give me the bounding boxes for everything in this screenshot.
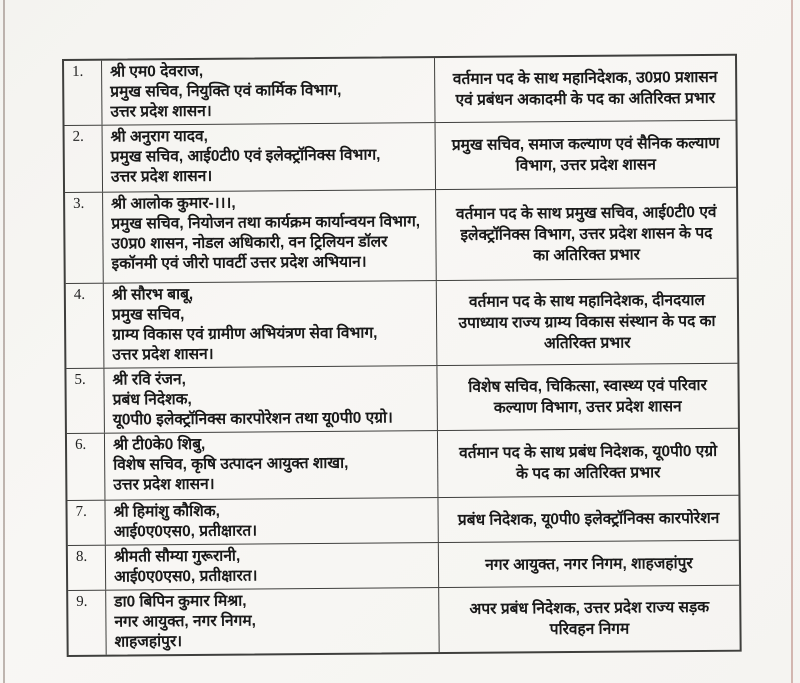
- serial-number-cell: 1.: [64, 61, 103, 125]
- new-posting-cell: वर्तमान पद के साथ प्रमुख सचिव, आई0टी0 एवं इलेक्ट्रॉनिक्स विभाग, उत्तर प्रदेश शासन के पद का अतिरिक्त प्रभार: [455, 203, 717, 264]
- officer-name-cell: श्री एम0 देवराज, प्रमुख सचिव, नियुक्ति एवं कार्मिक विभाग, उत्तर प्रदेश शासन।: [102, 58, 435, 125]
- serial-number-cell: 5.: [66, 369, 105, 433]
- table-row: [66, 364, 737, 434]
- serial-number-cell: 6.: [67, 434, 106, 500]
- officer-name-cell: श्री आलोक कुमार-।।।, प्रमुख सचिव, नियोजन तथा कार्यक्रम कार्यान्वयन विभाग, उ0प्र0 शासन, नोडल अधिकारी, वन ट्रिलियन डॉलर इकॉनमी एवं जीरो पावर्टी उत्तर प्रदेश अभियान।: [103, 190, 437, 283]
- officers-posting-table: [62, 54, 742, 657]
- table-row: [68, 586, 739, 655]
- serial-number-cell: 2.: [65, 126, 104, 192]
- table-row: [67, 496, 738, 546]
- table-row: [67, 429, 739, 501]
- serial-number-cell: 9.: [68, 591, 107, 655]
- officer-name-cell: श्री टी0के0 शिबु, विशेष सचिव, कृषि उत्पादन आयुक्त शाखा, उत्तर प्रदेश शासन।: [105, 431, 439, 500]
- officer-name-cell: श्री सौरभ बाबू, प्रमुख सचिव, ग्राम्य विकास एवं ग्रामीण अभियंत्रण सेवा विभाग, उत्तर प्रदेश शासन।: [104, 281, 438, 368]
- new-posting-cell: प्रबंध निदेशक, यू0पी0 इलेक्ट्रॉनिक्स कारपोरेशन: [457, 509, 720, 529]
- officer-name-cell: श्री हिमांशु कौशिक, आई0ए0एस0, प्रतीक्षारत।: [105, 498, 438, 545]
- new-posting-cell: वर्तमान पद के साथ महानिदेशक, दीनदयाल उपाध्याय राज्य ग्राम्य विकास संस्थान के पद का अतिरिक्त प्रभार: [458, 291, 716, 352]
- officer-name-cell: श्री अनुराग यादव, प्रमुख सचिव, आई0टी0 एवं इलेक्ट्रॉनिक्स विभाग, उत्तर प्रदेश शासन।: [103, 123, 437, 192]
- new-posting-cell: वर्तमान पद के साथ महानिदेशक, उ0प्र0 प्रशासन एवं प्रबंधन अकादमी के पद का अतिरिक्त प्रभार: [452, 68, 718, 109]
- new-posting-cell: नगर आयुक्त, नगर निगम, शाहजहांपुर: [485, 554, 693, 574]
- serial-number-cell: 3.: [65, 193, 104, 283]
- table-row: [68, 541, 739, 591]
- serial-number-cell: 4.: [66, 284, 105, 368]
- new-posting-cell: वर्तमान पद के साथ प्रबंध निदेशक, यू0पी0 एग्रो के पद का अतिरिक्त प्रभार: [459, 442, 718, 483]
- officer-name-cell: श्री रवि रंजन, प्रबंध निदेशक, यू0पी0 इलेक्ट्रॉनिक्स कारपोरेशन तथा यू0पी0 एग्रो।: [104, 366, 437, 433]
- officer-name-cell: डा0 बिपिन कुमार मिश्रा, नगर आयुक्त, नगर निगम, शाहजहांपुर।: [106, 588, 439, 655]
- table-row: [64, 56, 735, 126]
- table-row: [66, 279, 738, 369]
- serial-number-cell: 7.: [67, 501, 105, 545]
- page-edge-line-right: [791, 0, 793, 683]
- new-posting-cell: अपर प्रबंध निदेशक, उत्तर प्रदेश राज्य सड़क परिवहन निगम: [469, 598, 710, 639]
- officer-name-cell: श्रीमती सौम्या गुरूरानी, आई0ए0एस0, प्रतीक्षारत।: [106, 543, 439, 590]
- page-edge-line-left: [3, 0, 5, 683]
- new-posting-cell: विशेष सचिव, चिकित्सा, स्वास्थ्य एवं परिवार कल्याण विभाग, उत्तर प्रदेश शासन: [468, 376, 707, 417]
- serial-number-cell: 8.: [68, 546, 106, 590]
- table-row: [65, 188, 737, 284]
- new-posting-cell: प्रमुख सचिव, समाज कल्याण एवं सैनिक कल्याण विभाग, उत्तर प्रदेश शासन: [451, 134, 720, 175]
- table-row: [65, 121, 737, 193]
